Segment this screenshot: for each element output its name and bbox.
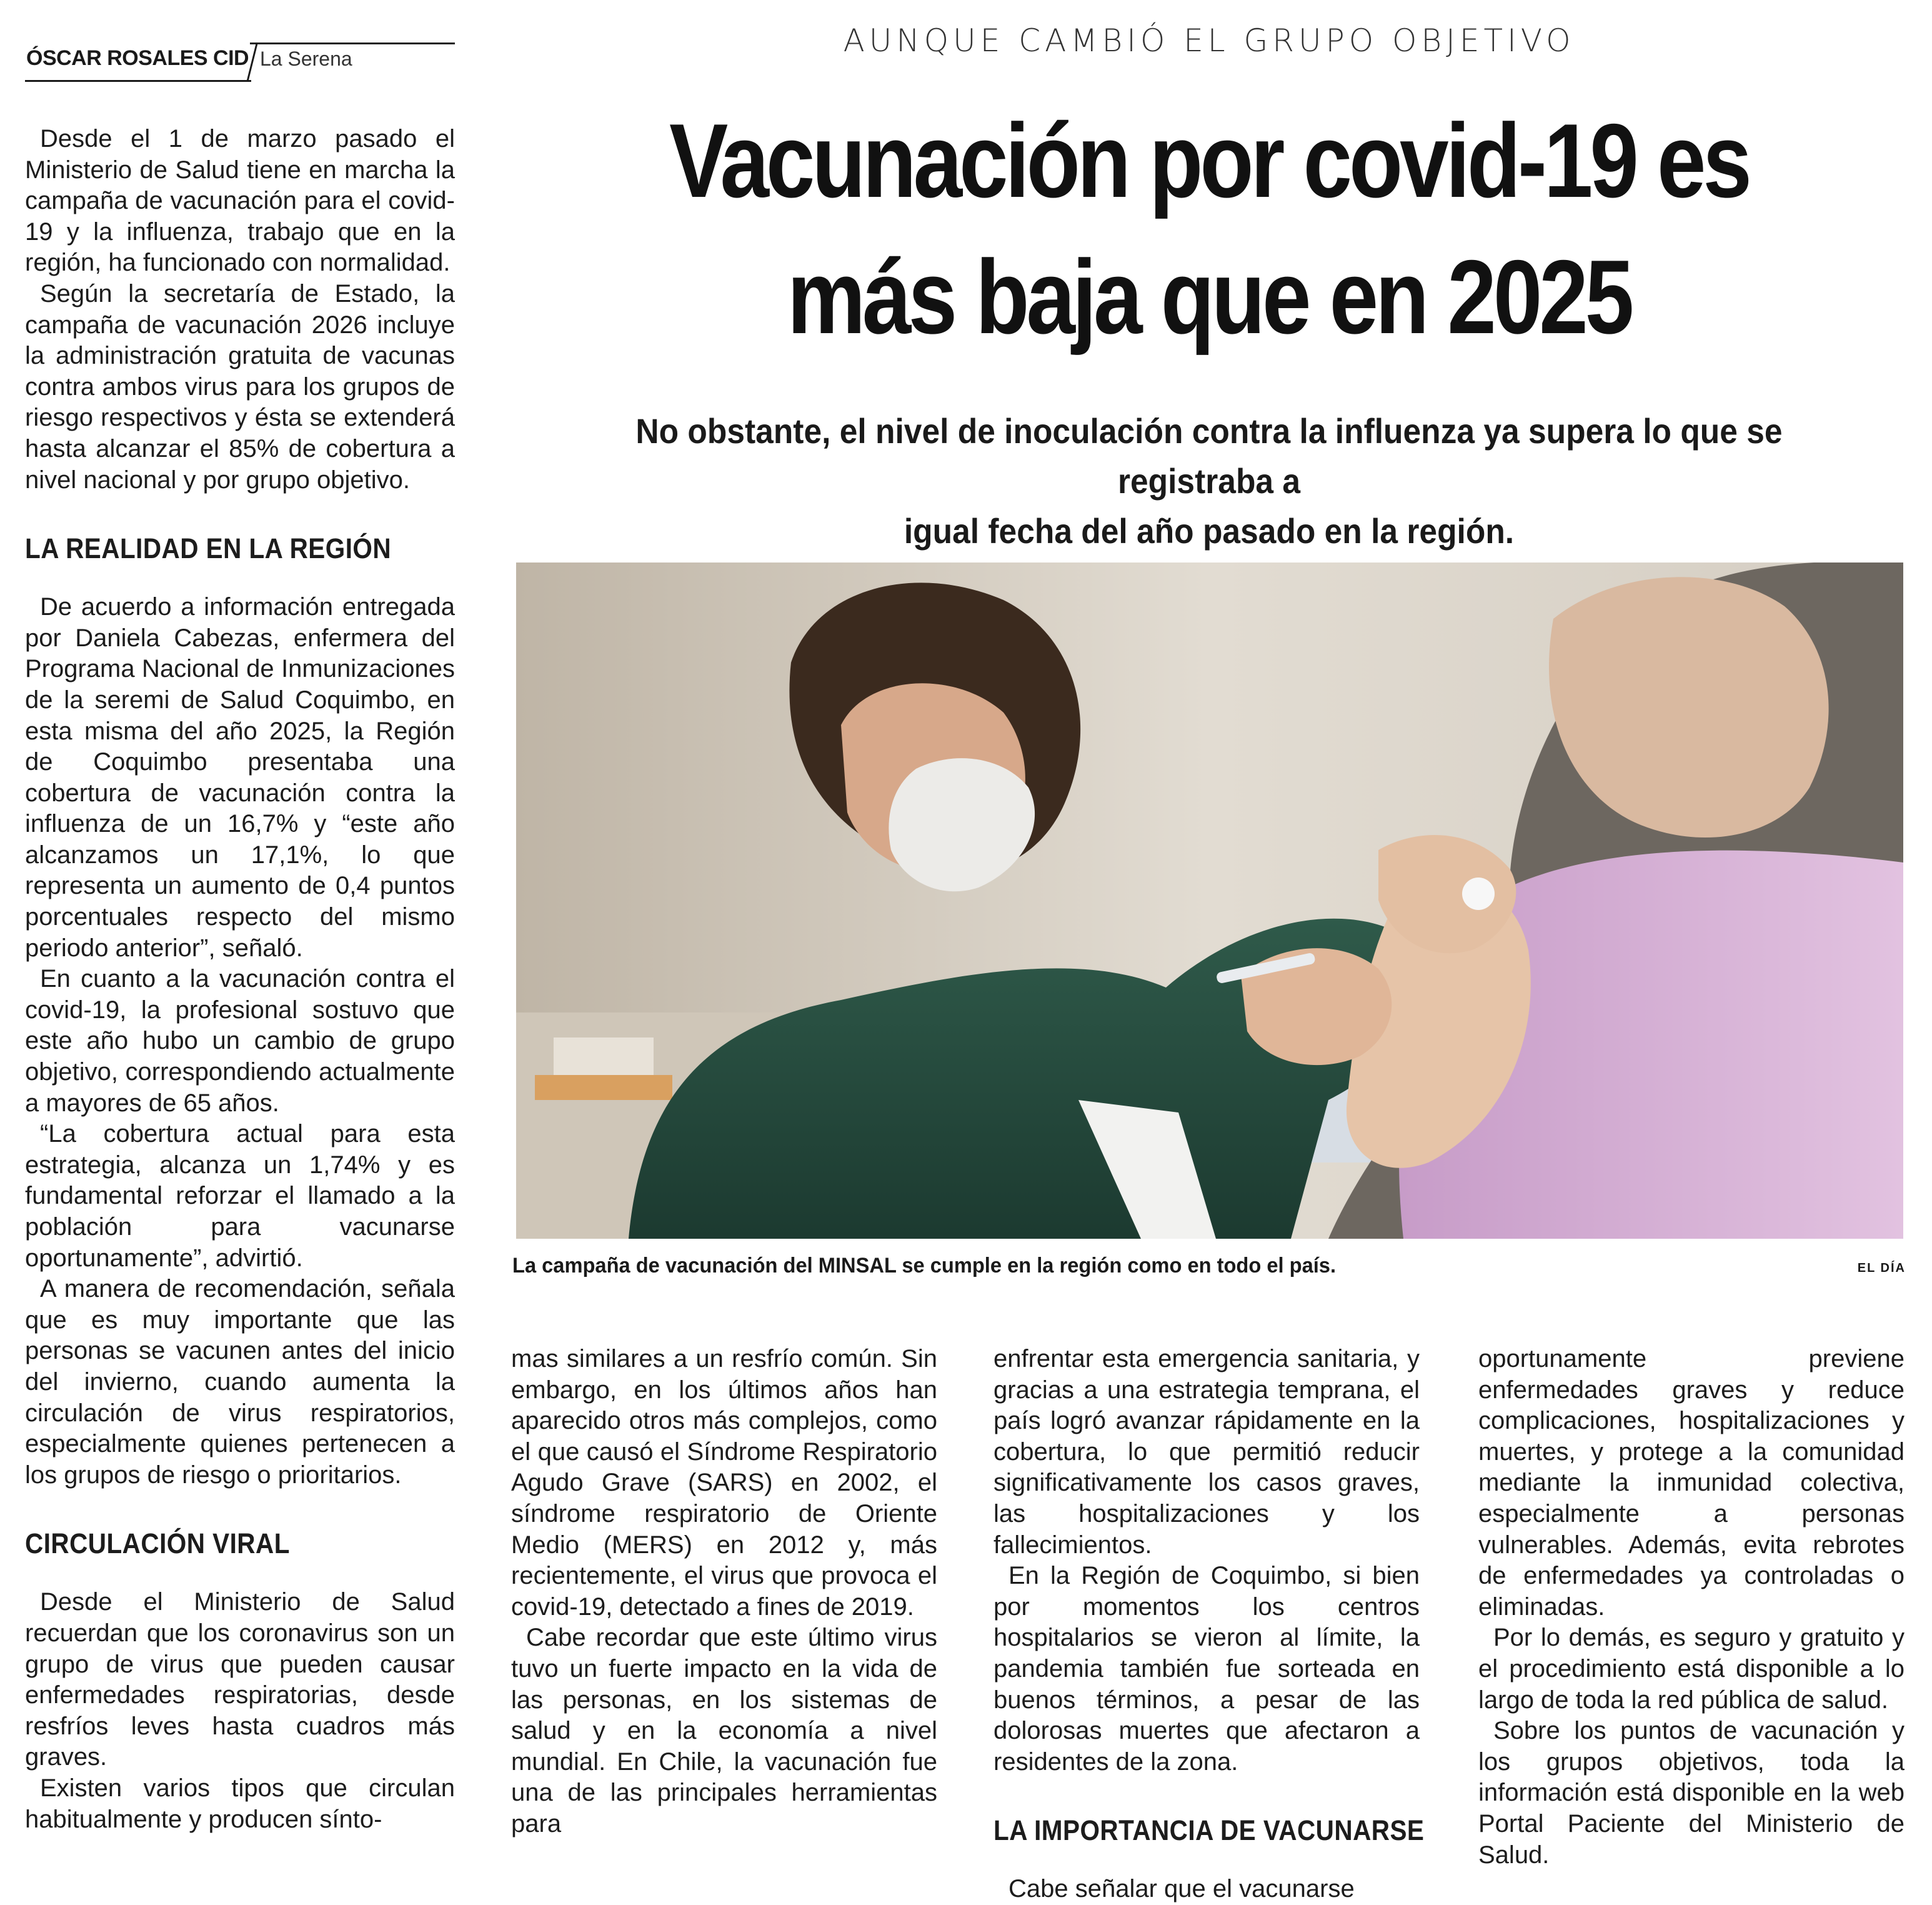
- headline-line-1: Vacunación por covid-19 es: [669, 102, 1749, 219]
- article-column-2: [511, 1344, 937, 1840]
- article-paragraph: En la Región de Coquimbo, si bien por momentos los centros hospitalarios se vieron al límite, la pandemia también fue sorteada en buenos términos, a pesar de las dolorosas muertes que afectaron a residentes de la zona.: [993, 1562, 1420, 1776]
- article-column-1: [25, 124, 455, 1835]
- article-paragraph: Desde el 1 de marzo pasado el Ministerio de Salud tiene en marcha la campaña de vacunación para el covid-19 y la influenza, trabajo que en la región, ha funcionado con normalidad.: [25, 125, 455, 277]
- byline-city: La Serena: [260, 48, 352, 70]
- article-paragraph: Sobre los puntos de vacunación y los grupos objetivos, toda la información está disponible en la web Portal Paciente del Ministerio de Salud.: [1478, 1717, 1905, 1869]
- article-paragraph: Existen varios tipos que circulan habitualmente y producen sínto-: [25, 1774, 455, 1833]
- headline-line-2: más baja que en 2025: [787, 238, 1631, 356]
- article-paragraph: Desde el Ministerio de Salud recuerdan que los coronavirus son un grupo de virus que pueden causar enfermedades respiratorias, desde resfríos leves hasta cuadros más graves.: [25, 1588, 455, 1771]
- byline: [25, 39, 456, 82]
- article-paragraph: Cabe recordar que este último virus tuvo un fuerte impacto en la vida de las personas, en los sistemas de salud y en la economía a nivel mundial. En Chile, la vacunación fue una de las principales herramientas para: [511, 1624, 937, 1838]
- deck-line-2: igual fecha del año pasado en la región.: [904, 511, 1515, 551]
- article-paragraph: Por lo demás, es seguro y gratuito y el procedimiento está disponible a lo largo de toda la red pública de salud.: [1478, 1624, 1905, 1714]
- byline-bottom-rule: [25, 80, 251, 82]
- article-column-3: [993, 1344, 1425, 1905]
- vaccination-photo-illustration: [516, 562, 1903, 1239]
- article-paragraph: enfrentar esta emergencia sanitaria, y gracias a una estrategia temprana, el país logró avanzar rápidamente en la cobertura, lo que permitió reducir significativamente los casos graves, las hospitalizaciones y los fallecimientos.: [993, 1345, 1420, 1559]
- photo-caption: [512, 1254, 1906, 1285]
- byline-top-rule: [250, 42, 455, 44]
- article-paragraph: Según la secretaría de Estado, la campaña de vacunación 2026 incluye la administración gratuita de vacunas contra ambos virus para los grupos de riesgo respectivos y ésta se extenderá hasta alcanzar el 85% de cobertura a nivel nacional y por grupo objetivo.: [25, 279, 455, 494]
- article-paragraph: En cuanto a la vacunación contra el covid-19, la profesional sostuvo que este año hubo un cambio de grupo objetivo, correspondiendo actualmente a mayores de 65 años.: [25, 965, 455, 1117]
- section-heading: CIRCULACIÓN VIRAL: [25, 1528, 290, 1560]
- article-paragraph: Cabe señalar que el vacunarse: [1008, 1875, 1355, 1903]
- section-heading: LA IMPORTANCIA DE VACUNARSE: [993, 1814, 1425, 1847]
- deck-subtitle: [568, 406, 1850, 556]
- headline: [624, 92, 1794, 365]
- article-paragraph: oportunamente previene enfermedades graves y reduce complicaciones, hospitalizaciones y muertes, y protege a la comunidad mediante la inmunidad colectiva, especialmente a personas vulnerables. Además, evita rebrotes de enfermedades ya controladas o eliminadas.: [1478, 1345, 1905, 1621]
- article-paragraph: A manera de recomendación, señala que es muy importante que las personas se vacunen antes del inicio del invierno, cuando aumenta la circulación de virus respiratorios, especialmente quienes pertenecen a los grupos de riesgo o prioritarios.: [25, 1275, 455, 1489]
- caption-text: La campaña de vacunación del MINSAL se cumple en la región como en todo el país.: [512, 1254, 1337, 1278]
- article-paragraph: De acuerdo a información entregada por Daniela Cabezas, enfermera del Programa Nacional de Inmunizaciones de la seremi de Salud Coquimbo, en esta misma del año 2025, la Región de Coquimbo presentaba una cobertura de vacunación contra la influenza de un 16,7% y “este año alcanzamos un 17,1%, lo que representa un aumento de 0,4 puntos porcentuales respecto del mismo periodo anterior”, señaló.: [25, 593, 455, 962]
- deck-line-1: No obstante, el nivel de inoculación contra la influenza ya supera lo que se registraba a: [635, 411, 1783, 501]
- news-photo: [516, 562, 1903, 1239]
- article-paragraph: mas similares a un resfrío común. Sin embargo, en los últimos años han aparecido otros más complejos, como el que causó el Síndrome Respiratorio Agudo Grave (SARS) en 2002, el síndrome respiratorio de Oriente Medio (MERS) en 2012 y, más recientemente, el virus que provoca el covid-19, detectado a fines de 2019.: [511, 1345, 937, 1621]
- section-heading: LA REALIDAD EN LA REGIÓN: [25, 532, 392, 565]
- photo-credit: EL DÍA: [1857, 1261, 1906, 1275]
- article-column-4: [1478, 1344, 1905, 1871]
- kicker: AUNQUE CAMBIÓ EL GRUPO OBJETIVO: [843, 22, 1575, 59]
- byline-author: ÓSCAR ROSALES CID: [26, 46, 249, 70]
- article-paragraph: “La cobertura actual para esta estrategia, alcanza un 1,74% y es fundamental reforzar el llamado a la población para vacunarse oportunamente”, advirtió.: [25, 1120, 455, 1272]
